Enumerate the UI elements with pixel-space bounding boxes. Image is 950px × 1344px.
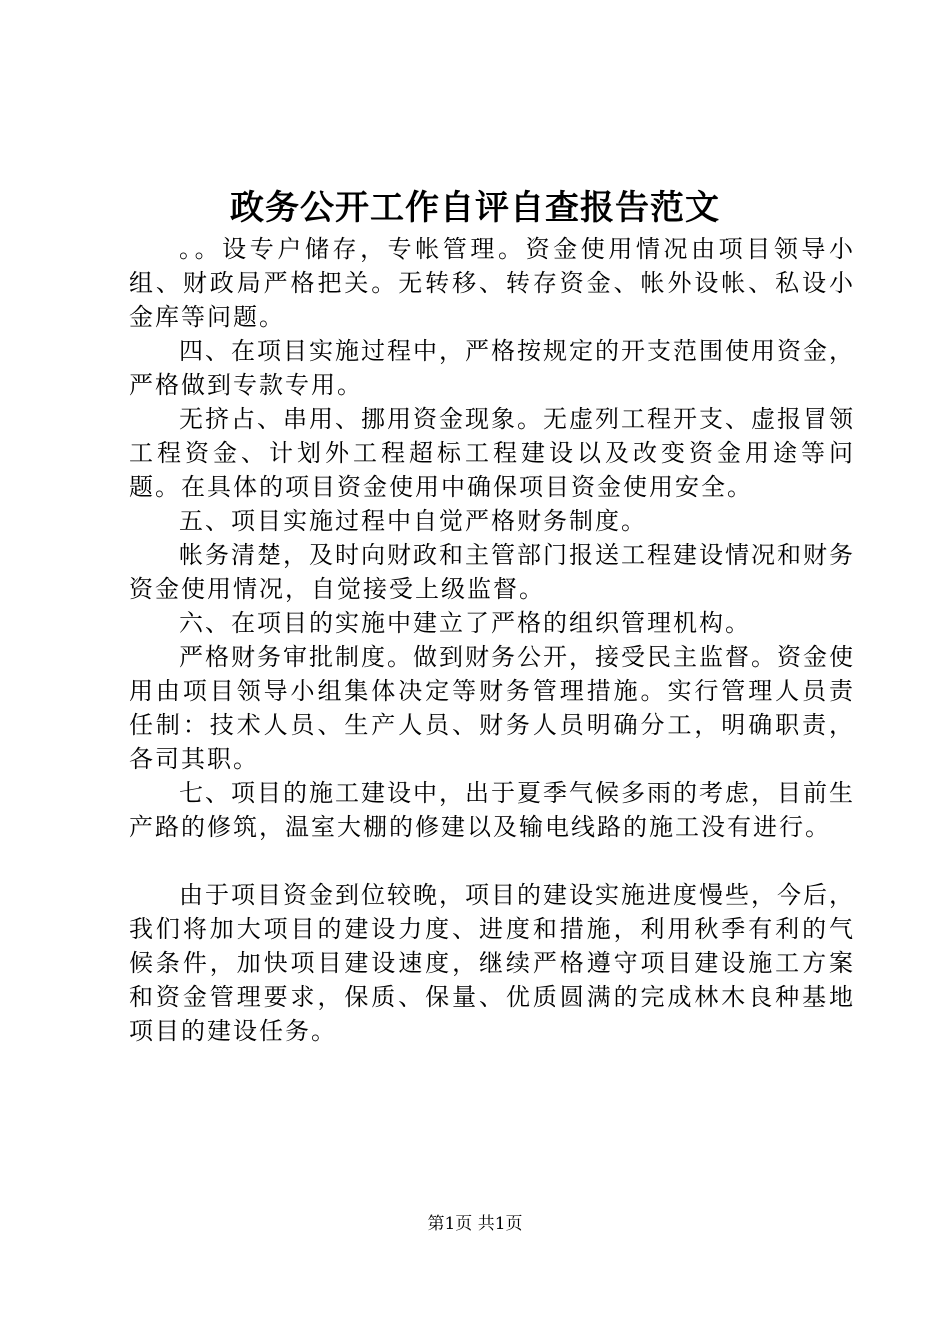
document-body: [129, 232, 855, 1048]
page-footer: 第1页 共1页: [427, 1214, 523, 1234]
paragraph: 四、在项目实施过程中，严格按规定的开支范围使用资金，严格做到专款专用。: [129, 337, 855, 399]
paragraph: 严格财务审批制度。做到财务公开，接受民主监督。资金使用由项目领导小组集体决定等财务管理措施。实行管理人员责任制：技术人员、生产人员、财务人员明确分工，明确职责，各司其职。: [129, 643, 855, 773]
paragraph: 帐务清楚，及时向财政和主管部门报送工程建设情况和财务资金使用情况，自觉接受上级监督。: [129, 541, 855, 603]
paragraph: 。。设专户储存，专帐管理。资金使用情况由项目领导小组、财政局严格把关。无转移、转存资金、帐外设帐、私设小金库等问题。: [129, 235, 855, 331]
paragraph: 由于项目资金到位较晚，项目的建设实施进度慢些，今后，我们将加大项目的建设力度、进度和措施，利用秋季有利的气候条件，加快项目建设速度，继续严格遵守项目建设施工方案和资金管理要求，保质、保量、优质圆满的完成林木良种基地项目的建设任务。: [129, 881, 855, 1045]
paragraph: 无挤占、串用、挪用资金现象。无虚列工程开支、虚报冒领工程资金、计划外工程超标工程建设以及改变资金用途等问题。在具体的项目资金使用中确保项目资金使用安全。: [129, 405, 855, 501]
paragraph: 七、项目的施工建设中，出于夏季气候多雨的考虑，目前生产路的修筑，温室大棚的修建以及输电线路的施工没有进行。: [129, 779, 855, 841]
paragraph: 六、在项目的实施中建立了严格的组织管理机构。: [179, 609, 751, 637]
paragraph: 五、项目实施过程中自觉严格财务制度。: [179, 507, 647, 535]
document-title: 政务公开工作自评自查报告范文: [230, 188, 720, 228]
